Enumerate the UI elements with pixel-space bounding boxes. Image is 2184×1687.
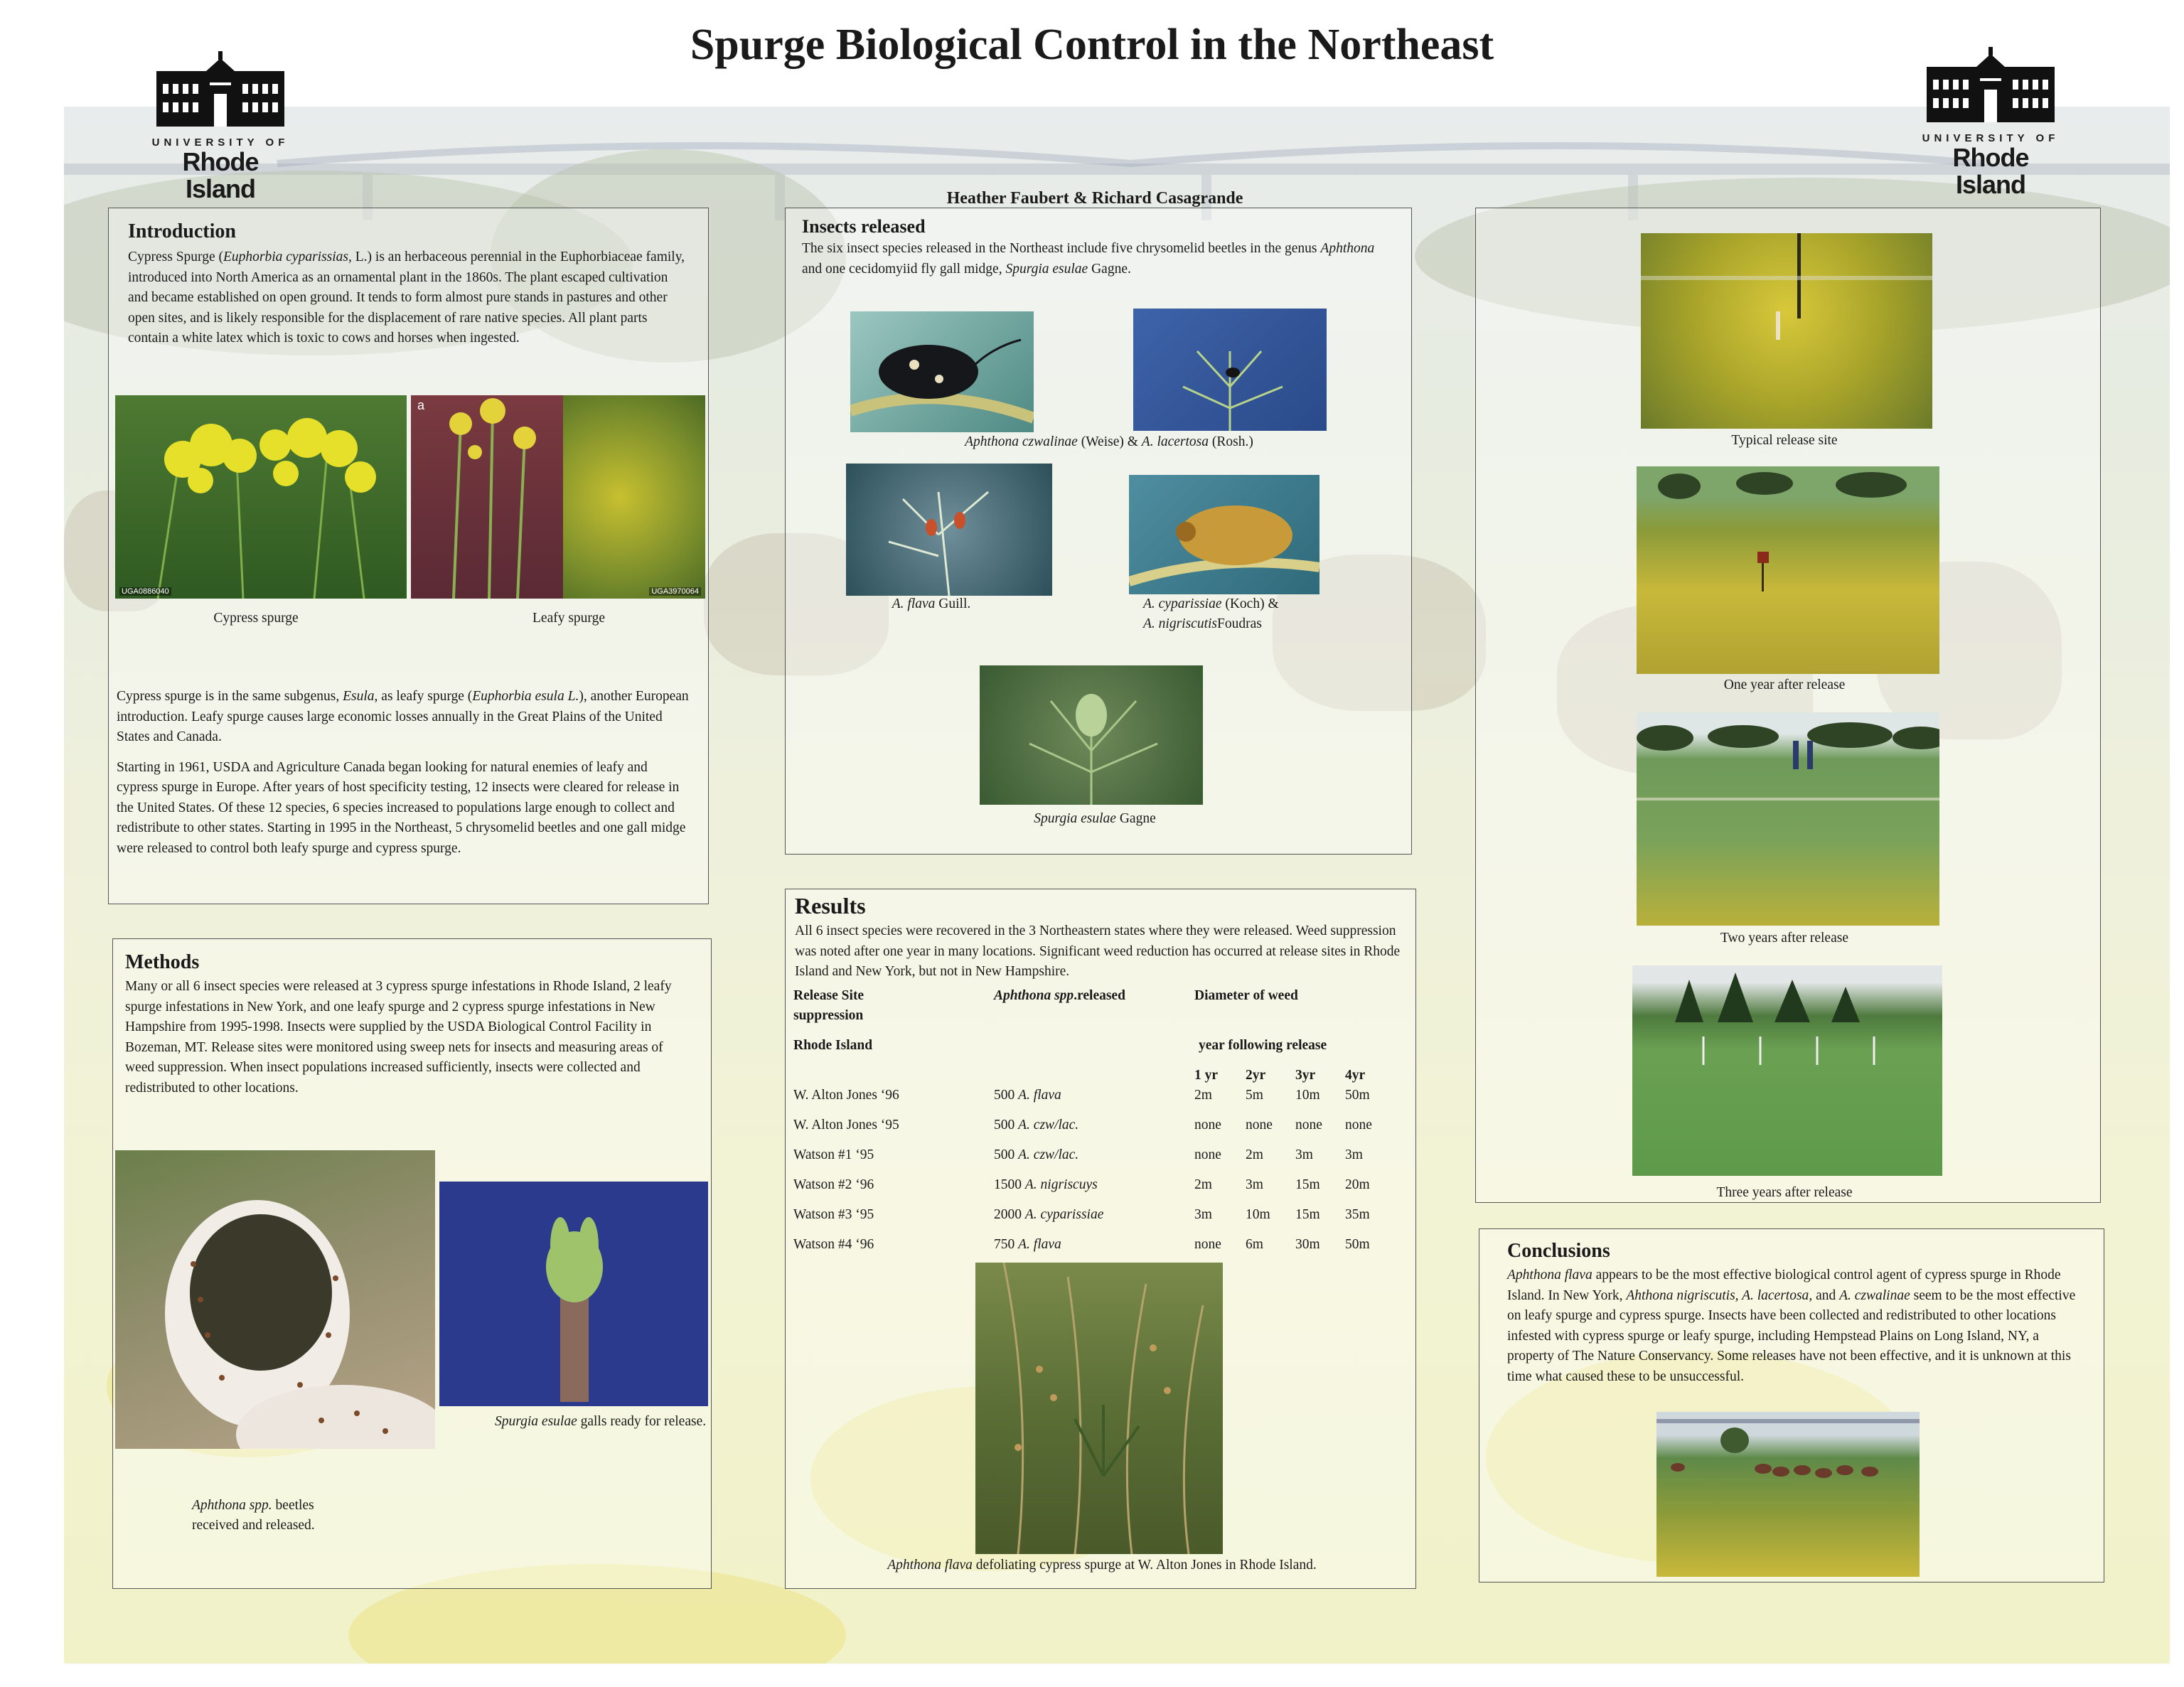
methods-heading: Methods	[125, 951, 200, 973]
cell-site: Watson #1 ‘95	[793, 1147, 874, 1162]
insects-released-paragraph: The six insect species released in the Northeast include five chrysomelid beetles in the genus Aphthona and one cecidomyiid fly gall midge, Spurgia esulae Gagne.	[802, 241, 1375, 277]
aphthona-cyparissiae-photo	[1129, 475, 1320, 594]
cell-yr1: 2m	[1194, 1088, 1212, 1103]
year-col-2: 2yr	[1246, 1068, 1266, 1083]
cell-yr2: 5m	[1246, 1088, 1263, 1103]
cell-site: Watson #2 ‘96	[793, 1177, 874, 1192]
cell-yr3: 15m	[1295, 1207, 1320, 1222]
cell-released: 500 A. flava	[994, 1088, 1061, 1103]
logo-university-of: UNIVERSITY OF	[1922, 132, 2060, 144]
spurgia-galls-photo	[439, 1182, 708, 1406]
caption-czwalinae-lacertosa: Aphthona czwalinae (Weise) & A. lacertosa (Rosh.)	[965, 434, 1253, 449]
cell-site: W. Alton Jones ‘95	[793, 1118, 899, 1132]
aphthona-flava-photo	[846, 464, 1052, 596]
cell-released: 500 A. czw/lac.	[994, 1118, 1079, 1132]
caption-two-years-after-release: Two years after release	[1720, 931, 1848, 946]
caption-flava: A. flava Guill.	[892, 596, 971, 611]
cell-released: 2000 A. cyparissiae	[994, 1207, 1104, 1222]
cell-yr1: 2m	[1194, 1177, 1212, 1192]
cell-yr1: none	[1194, 1237, 1221, 1252]
caption-typical-release-site: Typical release site	[1731, 433, 1838, 448]
table-row	[793, 1088, 1419, 1108]
caption-cyparissiae-nigriscutis: A. cyparissiae (Koch) & A. nigriscutisFoudras	[1143, 596, 1279, 631]
logo-rhode-island: Rhode Island	[1952, 143, 2029, 199]
aphthona-lacertosa-photo	[1133, 309, 1327, 431]
caption-one-year-after-release: One year after release	[1723, 678, 1846, 692]
year-col-4: 4yr	[1345, 1068, 1366, 1083]
introduction-paragraph-1: Cypress Spurge (Euphorbia cyparissias, L.) is an herbaceous perennial in the Euphorbiaceae family, introduced into North America as an ornamental plant in the 1860s. The plant escaped cultivation and became established on open ground. It tends to form almost pure stands in pastures and other open sites, and is likely responsible for the displacement of rare native species. All plant parts contain a white latex which is toxic to cows and horses when ingested.	[128, 250, 685, 346]
cell-yr1: none	[1194, 1118, 1221, 1132]
table-row	[793, 1118, 1419, 1137]
cell-yr2: 2m	[1246, 1147, 1263, 1162]
aphthona-czwalinae-photo	[850, 311, 1034, 432]
header-release-site: Release Site	[793, 988, 864, 1003]
results-paragraph: All 6 insect species were recovered in the 3 Northeastern states where they were released. Weed suppression was noted after one year in many locations. Significant weed reduction has occurred at release sites in Rhode Island and New York, but not in New Hampshire.	[795, 923, 1401, 979]
cell-yr1: none	[1194, 1147, 1221, 1162]
spurgia-esulae-photo	[980, 665, 1203, 805]
cell-yr1: 3m	[1194, 1207, 1212, 1222]
logo-rhode-island: Rhode Island	[182, 147, 259, 203]
table-header-row-2	[793, 1008, 1419, 1028]
caption-spurgia-esulae: Spurgia esulae Gagne	[1034, 811, 1156, 826]
cell-released: 750 A. flava	[994, 1237, 1061, 1252]
cell-yr4: 3m	[1345, 1147, 1363, 1162]
three-years-after-release-photo	[1632, 965, 1942, 1176]
university-building-icon	[153, 51, 288, 129]
cell-yr3: 3m	[1295, 1147, 1313, 1162]
table-row	[793, 1147, 1419, 1167]
cell-site: Watson #4 ‘96	[793, 1237, 874, 1252]
header-aphthona-released: Aphthona spp.released	[994, 988, 1125, 1003]
cell-yr3: 15m	[1295, 1177, 1320, 1192]
cell-yr3: none	[1295, 1118, 1322, 1132]
one-year-after-release-photo	[1637, 466, 1939, 674]
introduction-heading: Introduction	[128, 220, 236, 242]
cell-yr4: 50m	[1345, 1237, 1370, 1252]
cell-site: W. Alton Jones ‘96	[793, 1088, 899, 1103]
university-building-icon	[1923, 47, 2058, 125]
cell-yr2: none	[1246, 1118, 1273, 1132]
leafy-spurge-field-photo	[563, 395, 705, 599]
caption-leafy-spurge: Leafy spurge	[532, 611, 605, 626]
cell-yr4: 20m	[1345, 1177, 1370, 1192]
table-state-row	[793, 1038, 1419, 1058]
table-years-row	[793, 1068, 1419, 1088]
photo-id-tag: UGA0886040	[119, 587, 171, 596]
uri-logo-left	[149, 51, 291, 203]
caption-aphthona-flava-defoliating: Aphthona flava defoliating cypress spurge at W. Alton Jones in Rhode Island.	[887, 1558, 1317, 1573]
conclusions-paragraph: Aphthona flava appears to be the most effective biological control agent of cypress spurge in Rhode Island. In New York, Ahthona nigriscutis, A. lacertosa, and A. czwalinae seem to be the most effective on leafy spurge and cypress spurge. Insects have been collected and redistributed to other locations infested with cypress spurge or leafy spurge, including Hempstead Plains on Long Island, NY, a property of The Nature Conservancy. Some releases have not been effective, and it is unknown at this time what caused these to be unsuccessful.	[1507, 1268, 2076, 1384]
cell-yr2: 6m	[1246, 1237, 1263, 1252]
header-diameter: Diameter of weed	[1194, 988, 1298, 1003]
cell-released: 500 A. czw/lac.	[994, 1147, 1079, 1162]
leafy-spurge-stem-photo	[411, 395, 563, 599]
photo-panel-label: a	[417, 398, 425, 412]
methods-paragraph: Many or all 6 insect species were released at 3 cypress spurge infestations in Rhode Island, 2 leafy spurge infestations in New York, and one leafy spurge and 2 cypress spurge infestations in New Hampshire from 1995-1998. Insects were supplied by the USDA Biological Control Facility in Bozeman, MT. Release sites were monitored using sweep nets for insects and measuring areas of weed suppression. When insect populations increased sufficiently, insects were collected and redistributed to other locations.	[125, 979, 672, 1096]
caption-cypress-spurge: Cypress spurge	[213, 611, 299, 626]
aphthona-flava-defoliating-photo	[975, 1263, 1223, 1554]
poster-title: Spurge Biological Control in the Northeast	[690, 21, 1494, 69]
cell-yr2: 10m	[1246, 1207, 1270, 1222]
cell-yr4: none	[1345, 1118, 1372, 1132]
logo-university-of: UNIVERSITY OF	[151, 136, 289, 149]
table-row	[793, 1207, 1419, 1227]
cell-yr3: 10m	[1295, 1088, 1320, 1103]
beetles-container-photo	[115, 1150, 435, 1449]
cell-yr4: 35m	[1345, 1207, 1370, 1222]
typical-release-site-photo	[1641, 233, 1932, 429]
table-row	[793, 1177, 1419, 1197]
year-col-3: 3yr	[1295, 1068, 1316, 1083]
uri-logo-right	[1920, 47, 2062, 199]
caption-three-years-after-release: Three years after release	[1716, 1185, 1853, 1200]
conclusions-heading: Conclusions	[1507, 1240, 1610, 1262]
cell-yr4: 50m	[1345, 1088, 1370, 1103]
cell-yr2: 3m	[1246, 1177, 1263, 1192]
header-suppression: suppression	[793, 1008, 864, 1023]
poster-authors: Heather Faubert & Richard Casagrande	[946, 189, 1243, 208]
results-heading: Results	[795, 893, 866, 919]
cypress-spurge-photo	[115, 395, 407, 599]
caption-aphthona-beetles: Aphthona spp. beetles received and released.	[192, 1498, 315, 1533]
table-row	[793, 1237, 1419, 1257]
cattle-pasture-photo	[1656, 1412, 1920, 1577]
insects-released-heading: Insects released	[802, 216, 926, 237]
caption-spurgia-galls: Spurgia esulae galls ready for release.	[495, 1414, 707, 1429]
cell-yr3: 30m	[1295, 1237, 1320, 1252]
year-following-label: year following release	[1199, 1038, 1327, 1053]
two-years-after-release-photo	[1637, 712, 1939, 926]
introduction-paragraphs-2-3: Cypress spurge is in the same subgenus, Esula, as leafy spurge (Euphorbia esula L.), another European introduction. Leafy spurge causes large economic losses annually in the Great Plains of the United States and Canada. Starting in 1961, USDA and Agriculture Canada began looking for natural enemies of leafy and cypress spurge in Europe. After years of host specificity testing, 12 insects were cleared for release in the United States. Of these 12 species, 6 species increased to populations large enough to collect and redistribute to other states. Starting in 1995 in the Northeast, 5 chrysomelid beetles and one gall midge were released to control both leafy spurge and cypress spurge.	[117, 689, 689, 856]
year-col-1: 1 yr	[1194, 1068, 1219, 1083]
photo-id-tag: UGA3970064	[649, 587, 701, 596]
table-header-row	[793, 988, 1419, 1008]
cell-released: 1500 A. nigriscuys	[994, 1177, 1098, 1192]
state-label: Rhode Island	[793, 1038, 873, 1053]
cell-site: Watson #3 ‘95	[793, 1207, 874, 1222]
